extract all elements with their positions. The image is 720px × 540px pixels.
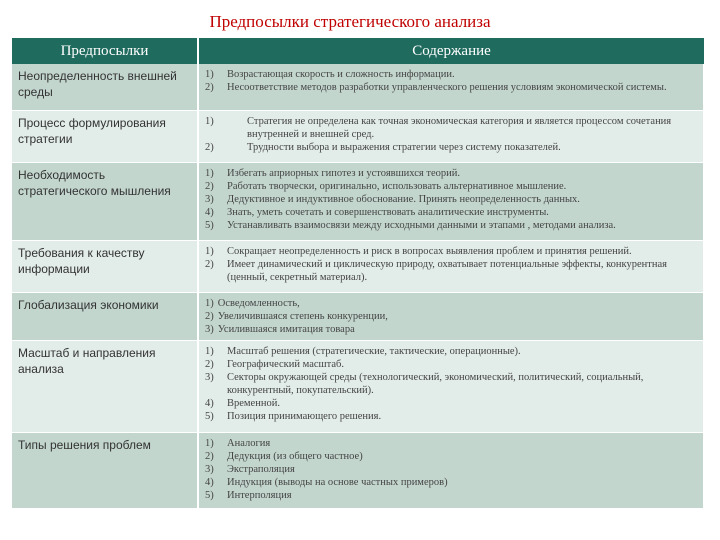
row-label: Необходимость стратегического мышления — [12, 162, 198, 240]
item-text: Временной. — [227, 397, 280, 409]
list-item — [205, 489, 697, 502]
item-number: 2) — [205, 141, 214, 153]
list-item — [205, 476, 697, 489]
item-text: Усилившаяся имитация товара — [217, 323, 355, 335]
row-content — [198, 162, 704, 240]
list-item — [205, 180, 697, 193]
item-text: Географический масштаб. — [227, 358, 344, 370]
item-number: 5) — [205, 219, 214, 231]
column-header-content: Содержание — [198, 38, 704, 64]
item-text: Знать, уметь сочетать и совершенствовать аналитические инструменты. — [227, 206, 549, 218]
list-item — [205, 258, 697, 284]
item-number: 2) — [205, 180, 214, 192]
item-text: Интерполяция — [227, 489, 292, 501]
table-header-row — [12, 38, 704, 64]
item-text: Осведомленность, — [217, 297, 300, 309]
item-number: 1) — [205, 167, 214, 179]
list-item — [205, 193, 697, 206]
row-label: Масштаб и направления анализа — [12, 340, 198, 432]
item-number: 3) — [205, 371, 214, 383]
item-text: Увеличившаяся степень конкуренции, — [217, 310, 388, 322]
row-content — [198, 292, 704, 340]
item-number: 2) — [205, 450, 214, 462]
item-number: 1) — [205, 115, 214, 127]
item-text: Экстраполяция — [227, 463, 295, 475]
item-number: 2) — [205, 358, 214, 370]
item-number: 4) — [205, 397, 214, 409]
item-text: Устанавливать взаимосвязи между исходными данными и этапами , методами анализа. — [227, 219, 616, 231]
list-item — [205, 345, 697, 358]
list-item — [205, 450, 697, 463]
item-number: 1) — [205, 297, 214, 309]
item-text: Трудности выбора и выражения стратегии через систему показателей. — [247, 141, 561, 153]
item-number: 5) — [205, 410, 214, 422]
row-label: Глобализация экономики — [12, 292, 198, 340]
list-item — [205, 206, 697, 219]
row-content — [198, 432, 704, 508]
table-row — [12, 110, 704, 162]
row-label: Типы решения проблем — [12, 432, 198, 508]
table-row — [12, 240, 704, 292]
item-text: Несоответствие методов разработки управленческого решения условиям экономической системы. — [227, 82, 667, 93]
page-title: Предпосылки стратегического анализа — [209, 12, 491, 31]
table-row — [12, 292, 704, 340]
list-item — [205, 115, 697, 141]
list-item — [205, 167, 697, 180]
item-text: Имеет динамический и циклическую природу, охватывает потенциальные эффекты, конкурентная (ценный, секретный материал). — [227, 258, 667, 283]
item-text: Возрастающая скорость и сложность информации. — [227, 69, 455, 80]
item-number: 3) — [205, 193, 214, 205]
item-text: Избегать априорных гипотез и устоявшихся теорий. — [227, 167, 460, 179]
row-content — [198, 64, 704, 110]
item-number: 2) — [205, 82, 214, 93]
row-label: Требования к качеству информации — [12, 240, 198, 292]
list-item — [205, 463, 697, 476]
list-item — [205, 245, 697, 258]
item-number: 1) — [205, 437, 214, 449]
list-item — [205, 397, 697, 410]
table-row — [12, 162, 704, 240]
row-label: Процесс формулирования стратегии — [12, 110, 198, 162]
item-number: 3) — [205, 463, 214, 475]
list-item — [205, 358, 697, 371]
item-number: 2) — [205, 258, 214, 270]
row-label: Неопределенность внешней среды — [12, 64, 198, 110]
item-text: Индукция (выводы на основе частных примеров) — [227, 476, 448, 488]
item-text: Позиция принимающего решения. — [227, 410, 382, 422]
item-text: Работать творчески, оригинально, использовать альтернативное мышление. — [227, 180, 567, 192]
item-number: 3) — [205, 323, 214, 335]
table-row — [12, 64, 704, 110]
list-item — [205, 68, 697, 81]
list-item — [205, 437, 697, 450]
item-number: 1) — [205, 69, 214, 80]
list-item — [205, 297, 697, 310]
prerequisites-table — [12, 38, 705, 509]
row-content — [198, 340, 704, 432]
item-number: 1) — [205, 345, 214, 357]
column-header-prerequisites: Предпосылки — [12, 38, 198, 64]
item-number: 4) — [205, 206, 214, 218]
item-text: Масштаб решения (стратегические, тактические, операционные). — [227, 345, 521, 357]
item-text: Дедукция (из общего частное) — [227, 450, 363, 462]
list-item — [205, 410, 697, 423]
item-number: 4) — [205, 476, 214, 488]
item-text: Стратегия не определена как точная экономическая категория и является процессом сочетания внутренней и внешней сред. — [247, 115, 672, 140]
table-row — [12, 432, 704, 508]
item-number: 1) — [205, 245, 214, 257]
row-content — [198, 110, 704, 162]
list-item — [205, 81, 697, 94]
item-text: Сокращает неопределенность и риск в вопросах выявления проблем и принятия решений. — [227, 245, 632, 257]
list-item — [205, 219, 697, 232]
table-row — [12, 340, 704, 432]
list-item — [205, 141, 697, 154]
row-content — [198, 240, 704, 292]
list-item — [205, 323, 697, 336]
list-item — [205, 371, 697, 397]
item-text: Аналогия — [227, 437, 271, 449]
item-number: 5) — [205, 489, 214, 501]
item-text: Дедуктивное и индуктивное обоснование. Принять неопределенность данных. — [227, 193, 580, 205]
list-item — [205, 310, 697, 323]
item-number: 2) — [205, 310, 214, 322]
item-text: Секторы окружающей среды (технологический, экономический, политический, социальный, конкурентный, покупательский). — [227, 371, 644, 396]
